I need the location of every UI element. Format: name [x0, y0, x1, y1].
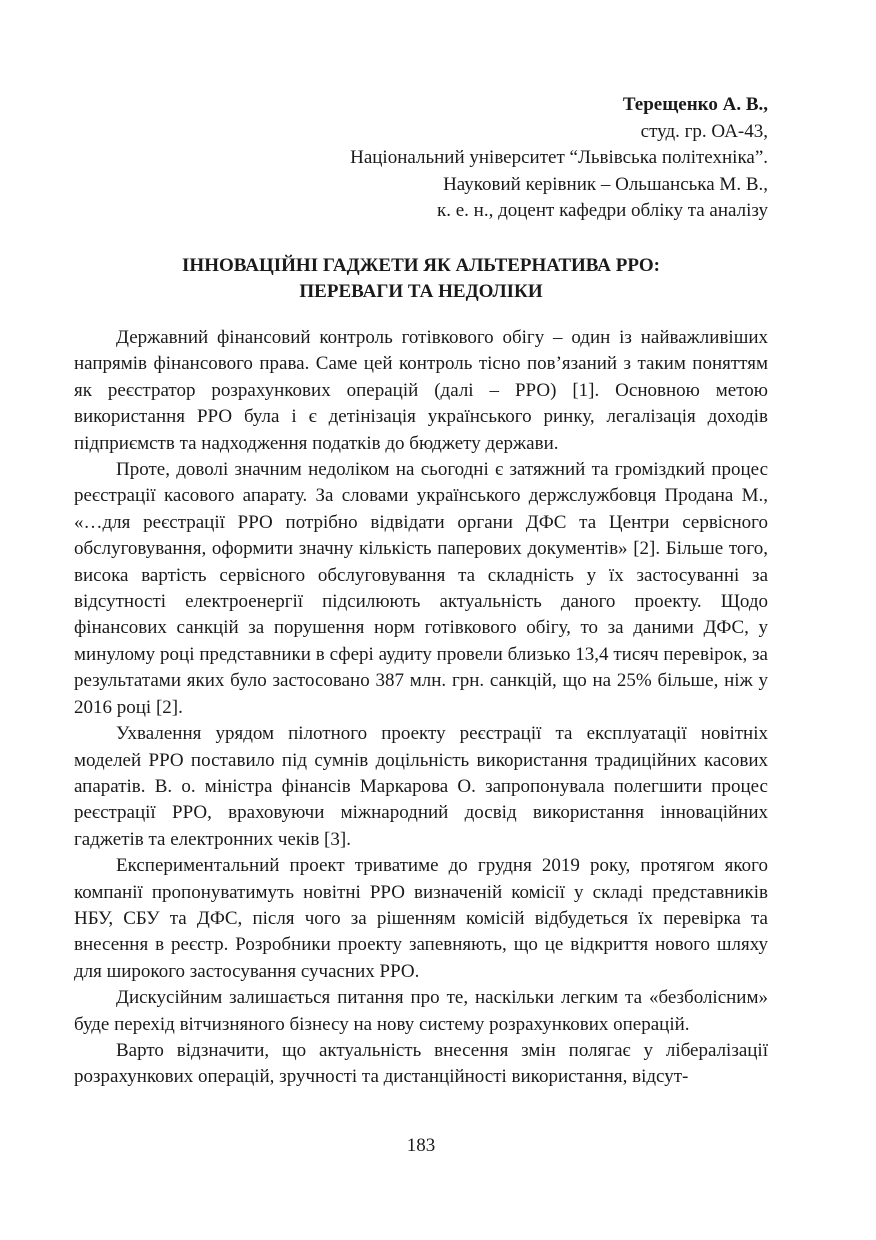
- page-number: 183: [406, 1135, 436, 1156]
- title-line-2: ПЕРЕВАГИ ТА НЕДОЛІКИ: [299, 281, 543, 302]
- paragraph: Експериментальний проект триватиме до грудня 2019 року, протягом якого компанії пропонуватимуть новітні РРО визначеній комісії у складі представників НБУ, СБУ та ДФС, після чого за рішенням комісій відбудеться їх перевірка та внесення в реєстр. Розробники проекту запевняють, що це відкриття нового шляху для широкого застосування сучасних РРО.: [74, 855, 768, 982]
- title-line-1: ІННОВАЦІЙНІ ГАДЖЕТИ ЯК АЛЬТЕРНАТИВА РРО:: [182, 255, 660, 276]
- supervisor-name: Науковий керівник – Ольшанська М. В.,: [443, 173, 768, 195]
- author-block: [350, 92, 768, 225]
- paragraph: Дискусійним залишається питання про те, наскільки легким та «безболісним» буде перехід вітчизняного бізнесу на нову систему розрахункових операцій.: [74, 987, 768, 1035]
- paragraph: Державний фінансовий контроль готівкового обігу – один із найважливіших напрямів фінансового права. Саме цей контроль тісно пов’язаний з таким поняттям як реєстратор розрахункових операцій (далі – РРО) [1]. Основною метою використання РРО була і є детінізація українського ринку, легалізація доходів підприємств та надходження податків до бюджету держави.: [74, 327, 768, 454]
- paragraph: Проте, доволі значним недоліком на сьогодні є затяжний та громіздкий процес реєстрації касового апарату. За словами українського держслужбовця Продана М., «…для реєстрації РРО потрібно відвідати органи ДФС та Центри сервісного обслуговування, оформити значну кількість паперових документів» [2]. Більше того, висока вартість сервісного обслуговування та складність у їх застосуванні за відсутності електроенергії підсилюють актуальність даного проекту. Щодо фінансових санкцій за порушення норм готівкового обігу, то за даними ДФС, у минулому році представники в сфері аудиту провели близько 13,4 тисяч перевірок, за результатами яких було застосовано 387 млн. грн. санкцій, що на 25% більше, ніж у 2016 році [2].: [74, 459, 768, 718]
- author-name: Терещенко А. В.,: [622, 94, 768, 115]
- article-body: [74, 325, 768, 1091]
- paragraph: Ухвалення урядом пілотного проекту реєстрації та експлуатації новітніх моделей РРО поставило під сумнів доцільність використання традиційних касових апаратів. В. о. міністра фінансів Маркарова О. запропонувала полегшити процес реєстрації РРО, враховуючи міжнародний досвід використання інноваційних гаджетів та електронних чеків [3].: [74, 723, 768, 850]
- author-university: Національний університет “Львівська політехніка”.: [350, 147, 768, 168]
- supervisor-position: к. е. н., доцент кафедри обліку та аналізу: [437, 200, 768, 221]
- document-page: [74, 0, 768, 1240]
- article-title: [74, 253, 768, 305]
- paragraph: Варто відзначити, що актуальність внесення змін полягає у лібералізації розрахункових операцій, зручності та дистанційності використання, відсут-: [74, 1039, 768, 1088]
- author-group: студ. гр. ОА-43,: [640, 120, 768, 142]
